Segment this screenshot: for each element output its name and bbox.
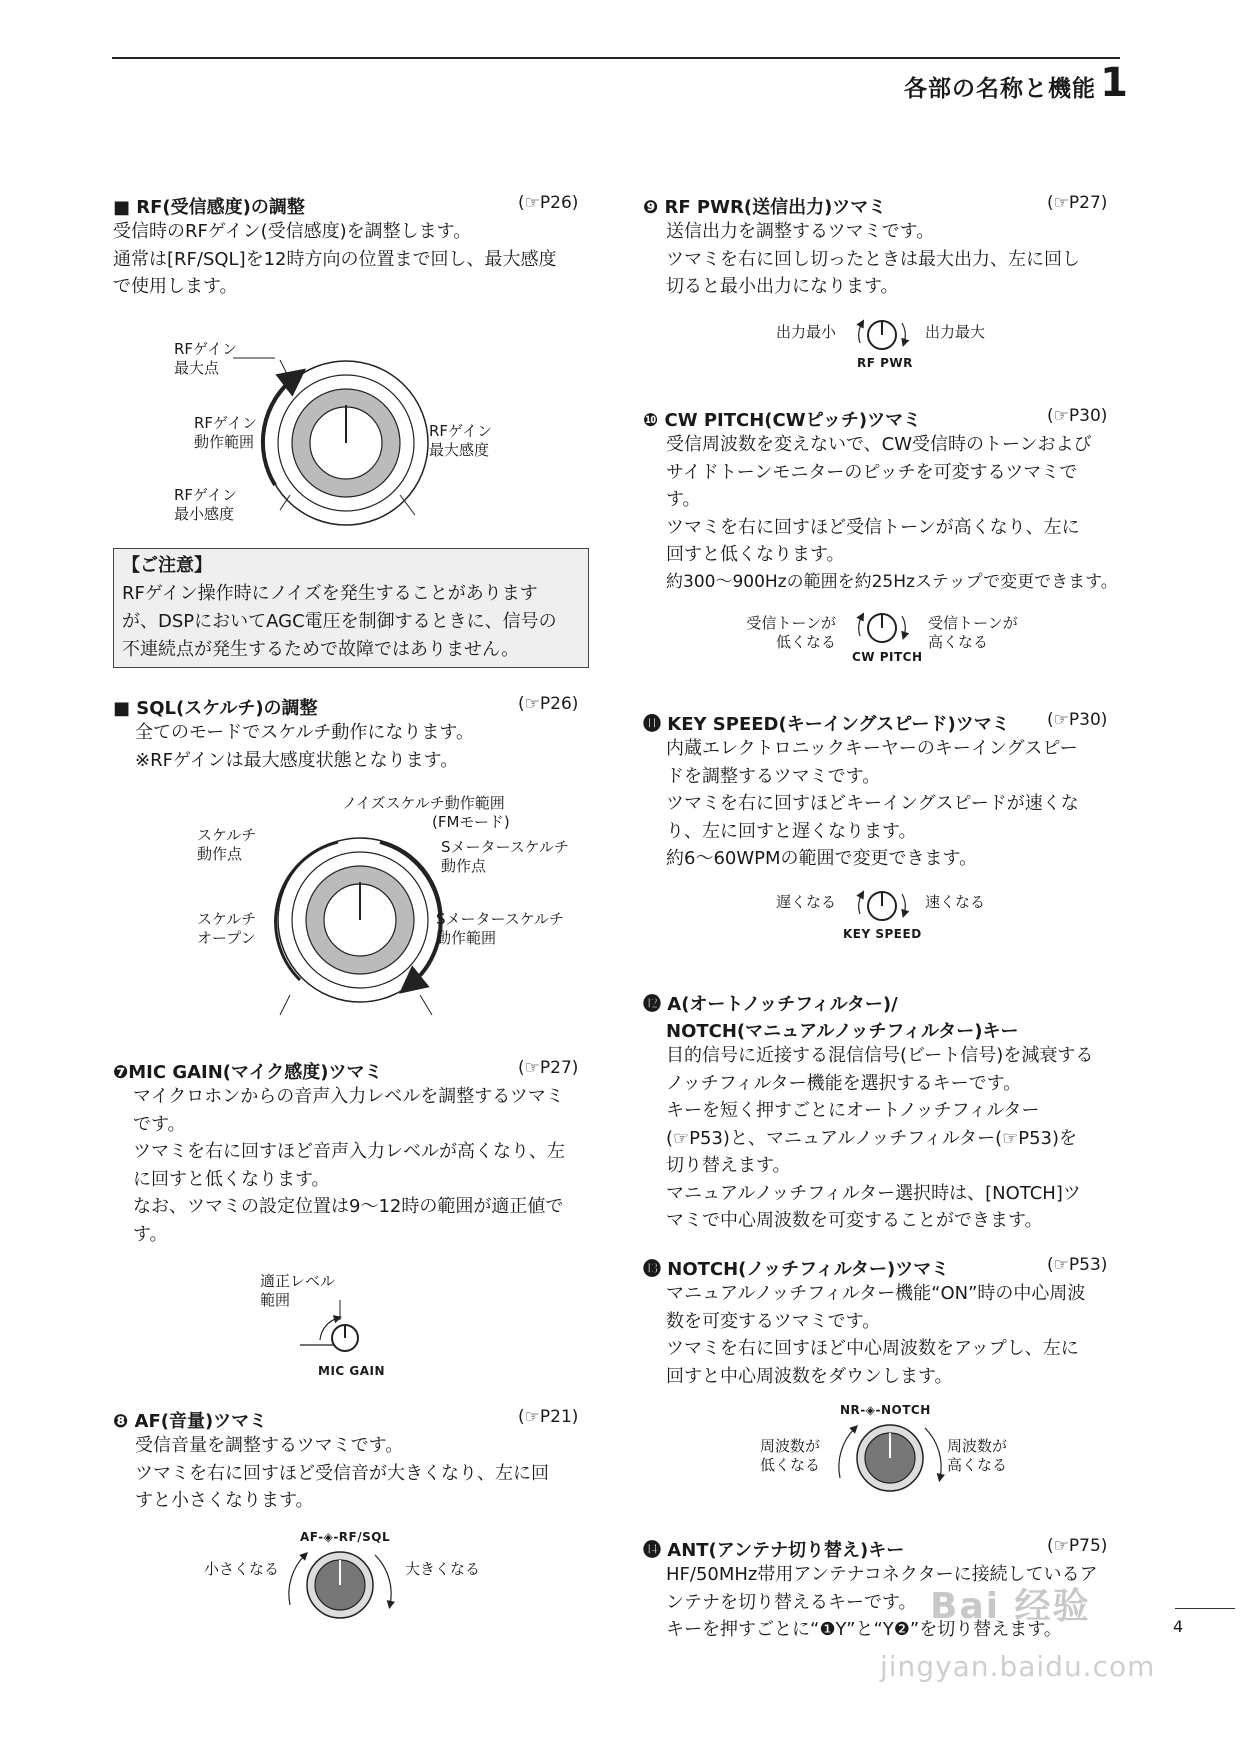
- rf-pwr-heading: ❾ RF PWR(送信出力)ツマミ: [643, 197, 887, 218]
- mic-gain-knob-label: MIC GAIN: [318, 1364, 386, 1378]
- notch-left-label: 周波数が 低くなる: [760, 1437, 821, 1474]
- sql-point-label: スケルチ 動作点: [197, 826, 257, 863]
- rf-max-sens-label: RFゲイン 最大感度: [429, 422, 493, 459]
- rf-pwr-knob-label: RF PWR: [857, 356, 913, 370]
- ant-body: HF/50MHz帯用アンテナコネクターに接続しているア ンテナを切り替えるキーです。 キーを押すごとに“❶Y”と“Y❷”を切り替えます。: [666, 1564, 1098, 1640]
- page-number: 4: [1173, 1617, 1184, 1636]
- mic-gain-heading: ❼MIC GAIN(マイク感度)ツマミ: [113, 1062, 383, 1083]
- mic-gain-body: マイクロホンからの音声入力レベルを調整するツマミ です。 ツマミを右に回すほど音声入力レベルが高くなり、左 に回すと低くなります。 なお、ツマミの設定位置は9〜12時の範囲が適正値で す。: [133, 1086, 565, 1245]
- sql-s-meter-point-label: Sメータースケルチ 動作点: [441, 838, 570, 875]
- af-heading: ❽ AF(音量)ツマミ: [113, 1411, 268, 1432]
- af-left-label: 小さくなる: [204, 1560, 280, 1578]
- key-speed-right-label: 速くなる: [925, 893, 986, 911]
- notch-key-heading: ⓬ A(オートノッチフィルター)/: [643, 994, 898, 1015]
- notch-knob-heading: ⓭ NOTCH(ノッチフィルター)ツマミ: [643, 1259, 950, 1280]
- rf-heading: ■ RF(受信感度)の調整: [113, 197, 305, 218]
- ant-heading: ⓮ ANT(アンテナ切り替え)キー: [643, 1540, 905, 1561]
- notch-knob: [830, 1418, 950, 1498]
- key-speed-knob-label: KEY SPEED: [843, 927, 922, 941]
- ant-ref: (☞P75): [1047, 1536, 1108, 1556]
- cw-pitch-body: 受信周波数を変えないで、CW受信時のトーンおよび サイドトーンモニターのピッチを可変するツマミで す。 ツマミを右に回すほど受信トーンが高くなり、左に 回すと低くなります。 約300〜900Hzの範囲を約25Hzステップで変更できます。: [666, 434, 1118, 592]
- header-rule: [112, 57, 1120, 59]
- rf-pwr-left-label: 出力最小: [776, 323, 837, 341]
- chapter-number: 1: [1100, 60, 1128, 106]
- sql-ref: (☞P26): [518, 694, 579, 714]
- rf-pwr-knob: [840, 315, 925, 355]
- rf-range-label: RFゲイン 動作範囲: [194, 414, 258, 451]
- watermark: Bai 经验: [930, 1586, 1091, 1627]
- rf-body: 受信時のRFゲイン(受信感度)を調整します。 通常は[RF/SQL]を12時方向の位置まで回し、最大感度 で使用します。: [113, 221, 557, 297]
- mic-gain-range-label: 適正レベル 範囲: [260, 1272, 336, 1309]
- af-body: 受信音量を調整するツマミです。 ツマミを右に回すほど受信音が大きくなり、左に回 すと小さくなります。: [135, 1435, 549, 1511]
- cw-pitch-knob: [840, 608, 925, 648]
- af-knob: [280, 1545, 400, 1625]
- mic-gain-knob: [290, 1300, 390, 1360]
- key-speed-left-label: 遅くなる: [776, 893, 837, 911]
- watermark-url: jingyan.baidu.com: [880, 1650, 1156, 1683]
- cw-pitch-knob-label: CW PITCH: [852, 650, 923, 664]
- notch-knob-body: マニュアルノッチフィルター機能“ON”時の中心周波 数を可変するツマミです。 ツマミを右に回すほど中心周波数をアップし、左に 回すと中心周波数をダウンします。: [666, 1283, 1086, 1387]
- sql-noise-range-label: ノイズスケルチ動作範囲 (FMモード): [342, 794, 510, 831]
- sql-open-label: スケルチ オープン: [197, 910, 257, 947]
- notch-knob-ref: (☞P53): [1047, 1255, 1108, 1275]
- chapter-title: 各部の名称と機能: [904, 76, 1096, 102]
- notch-key-heading-2: NOTCH(マニュアルノッチフィルター)キー: [666, 1021, 1019, 1042]
- mic-gain-ref: (☞P27): [518, 1058, 579, 1078]
- key-speed-body: 内蔵エレクトロニックキーヤーのキーイングスピー ドを調整するツマミです。 ツマミを右に回すほどキーイングスピードが速くな り、左に回すと遅くなります。 約6〜60WPMの範囲で変更できます。: [666, 738, 1079, 869]
- page-rule: [1175, 1608, 1235, 1609]
- rf-pwr-body: 送信出力を調整するツマミです。 ツマミを右に回し切ったときは最大出力、左に回し 切ると最小出力になります。: [666, 221, 1080, 297]
- sql-body: 全てのモードでスケルチ動作になります。 ※RFゲインは最大感度状態となります。: [135, 722, 474, 771]
- rf-max-point-label: RFゲイン 最大点: [174, 340, 238, 377]
- caution-box: 【ご注意】 RFゲイン操作時にノイズを発生することがあります が、DSPにおいてAGC電圧を制御するときに、信号の 不連続点が発生するためで故障ではありません。: [113, 548, 589, 668]
- af-knob-label: AF-◈-RF/SQL: [300, 1530, 391, 1544]
- af-ref: (☞P21): [518, 1407, 579, 1427]
- notch-key-body: 目的信号に近接する混信信号(ビート信号)を減衰する ノッチフィルター機能を選択するキーです。 キーを短く押すごとにオートノッチフィルター (☞P53)と、マニュアルノッチフィルター(☞P53)を 切り替えます。 マニュアルノッチフィルター選択時は、[NOTCH]ツ マミで中心周波数を可変することができます。: [666, 1045, 1094, 1231]
- cw-pitch-ref: (☞P30): [1047, 406, 1108, 426]
- notch-right-label: 周波数が 高くなる: [947, 1437, 1008, 1474]
- key-speed-ref: (☞P30): [1047, 710, 1108, 730]
- sql-s-meter-range-label: Sメータースケルチ 動作範囲: [436, 910, 565, 947]
- af-right-label: 大きくなる: [405, 1560, 481, 1578]
- cw-pitch-left-label: 受信トーンが 低くなる: [746, 614, 837, 651]
- squelch-diagram: [260, 820, 460, 1020]
- cw-pitch-right-label: 受信トーンが 高くなる: [928, 614, 1018, 651]
- rf-pwr-right-label: 出力最大: [925, 323, 986, 341]
- rf-min-sens-label: RFゲイン 最小感度: [174, 486, 238, 523]
- notch-knob-label: NR-◈-NOTCH: [840, 1403, 931, 1417]
- key-speed-knob: [840, 886, 925, 926]
- rf-ref: (☞P26): [518, 193, 579, 213]
- cw-pitch-heading: ❿ CW PITCH(CWピッチ)ツマミ: [643, 410, 922, 431]
- key-speed-heading: ⓫ KEY SPEED(キーイングスピード)ツマミ: [643, 714, 1010, 735]
- sql-heading: ■ SQL(スケルチ)の調整: [113, 698, 318, 719]
- rf-pwr-ref: (☞P27): [1047, 193, 1108, 213]
